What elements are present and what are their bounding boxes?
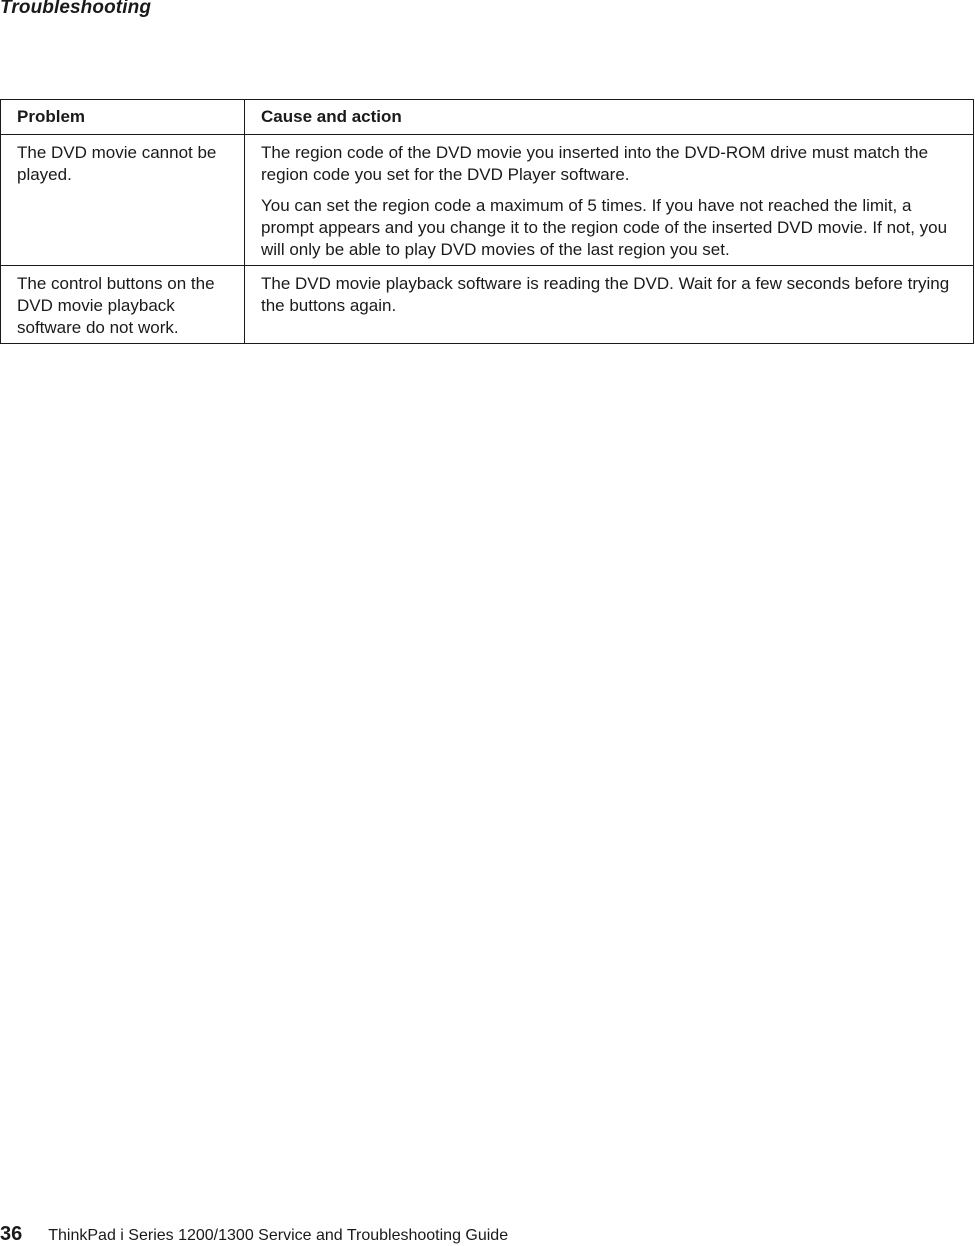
- page-footer: [0, 1223, 508, 1246]
- guide-title: ThinkPad i Series 1200/1300 Service and Troubleshooting Guide: [48, 1227, 509, 1244]
- column-header-cause-and-action: Cause and action: [245, 100, 974, 135]
- troubleshooting-table: [0, 99, 974, 344]
- cause-paragraph: You can set the region code a maximum of 5 times. If you have not reached the limit, a prompt appears and you change it to the region code of the inserted DVD movie. If not, you will only be able to play DVD movies of the last region you set.: [261, 196, 948, 259]
- table-row: [1, 266, 974, 344]
- cause-paragraph: The DVD movie playback software is reading the DVD. Wait for a few seconds before trying the buttons again.: [261, 274, 950, 315]
- page-number: 36: [0, 1223, 23, 1245]
- table-row: [1, 135, 974, 266]
- table-header-row: [1, 100, 974, 135]
- section-title: Troubleshooting: [0, 0, 152, 18]
- problem-cell: The DVD movie cannot be played.: [1, 135, 245, 266]
- column-header-problem: Problem: [1, 100, 245, 135]
- cause-cell: [245, 266, 974, 344]
- problem-cell: The control buttons on the DVD movie playback software do not work.: [1, 266, 245, 344]
- cause-paragraph: The region code of the DVD movie you inserted into the DVD-ROM drive must match the region code you set for the DVD Player software.: [261, 143, 929, 184]
- cause-cell: [245, 135, 974, 266]
